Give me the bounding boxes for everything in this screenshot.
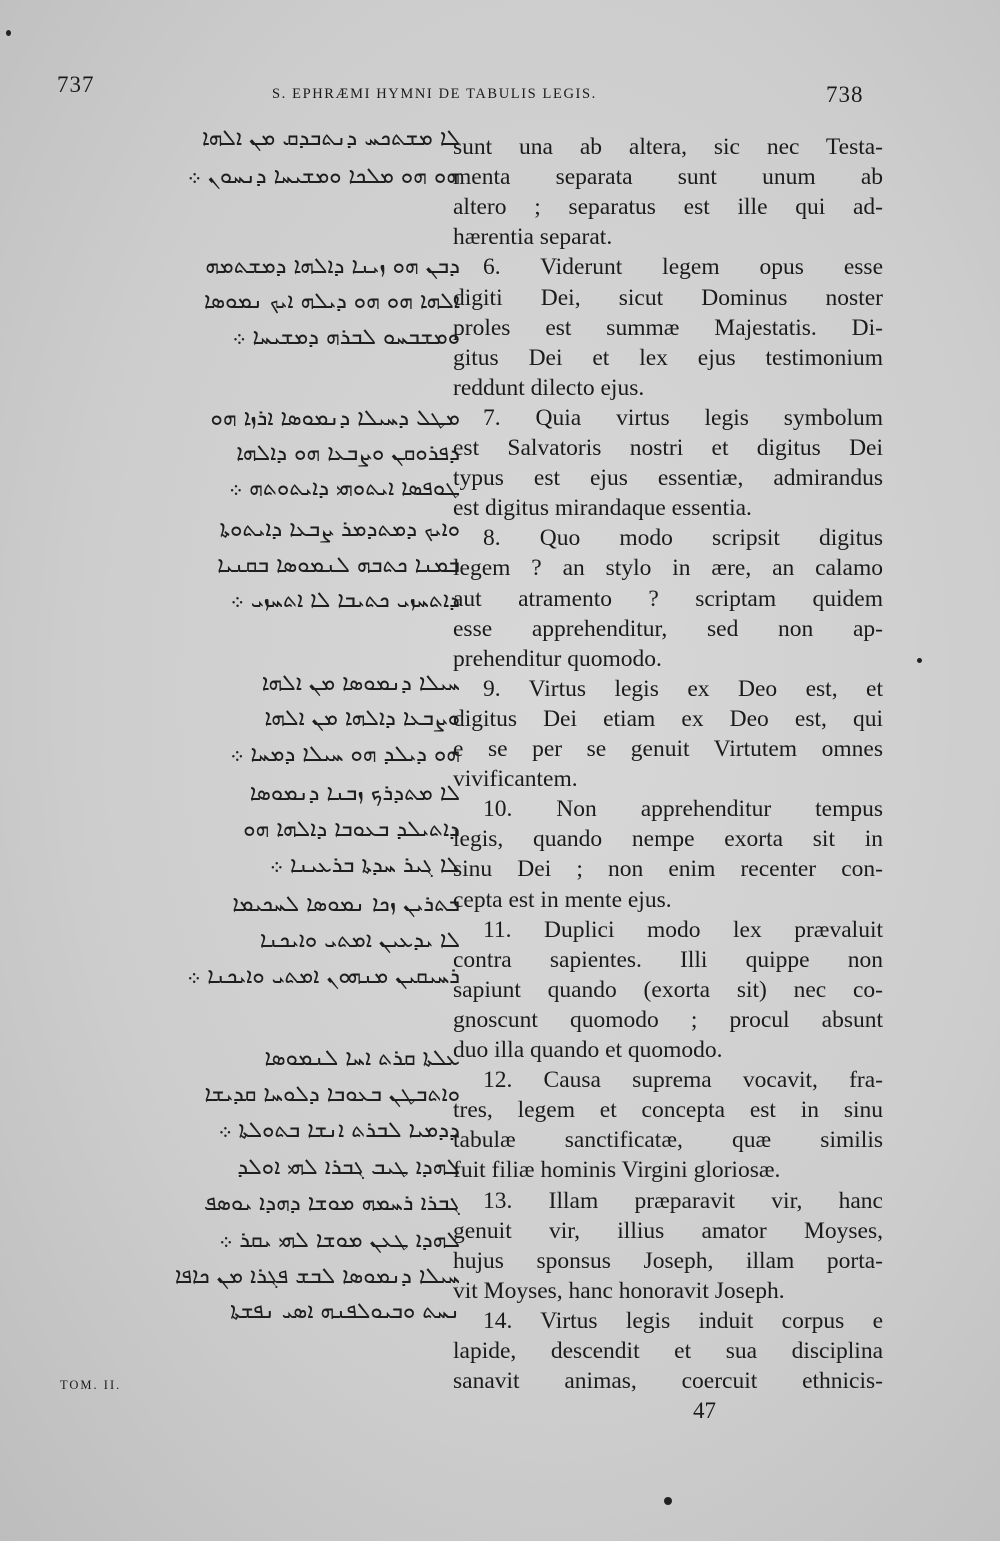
latin-line: contra sapientes. Illi quippe non [453, 947, 883, 973]
latin-line: lapide, descendit et sua disciplina [453, 1338, 883, 1364]
latin-line: sanavit animas, coercuit ethnicis- [453, 1368, 883, 1394]
latin-line: aut atramento ? scriptam quidem [453, 586, 883, 612]
latin-line: legem ? an stylo in ære, an calamo [453, 555, 883, 581]
syriac-line: ܪܚܝܩܝܢ ܡܢܗܘܢ ܐܡܬܝ ܘܐܝܟܢܐ ܀ [187, 964, 460, 989]
syriac-line: ܒܡܢܐ ܟܬܒܗ ܠܢܡܘܣܐ ܒܩܢܝܐ [217, 553, 460, 578]
latin-line: gnoscunt quomodo ; procul absunt [453, 1007, 883, 1033]
syriac-line: ܕܕܡܝܐ ܠܒܪܬ ܐܢܫܐ ܒܬܘܠܬܐ ܀ [218, 1118, 460, 1143]
syriac-line: ܛܘܦܣܐ ܐܝܬܘܗܝ ܕܐܝܬܘܬܗ ܀ [228, 476, 460, 501]
latin-line: cepta est in mente ejus. [453, 887, 672, 913]
latin-line: typus est ejus essentiæ, admirandus [453, 465, 883, 491]
latin-line: legis, quando nempe exorta sit in [453, 826, 883, 852]
syriac-line: ܚܝܠܐ ܕܢܡܘܣܐ ܡܢ ܐܠܗܐ [261, 671, 460, 696]
syriac-line: ܚܝܠܐ ܕܢܡܘܣܐ ܠܒܫ ܦܓܪܐ ܡܢ ܟܐܦܐ [174, 1264, 460, 1289]
right-page-number: 738 [826, 82, 864, 107]
latin-line: 13. Illam præparavit vir, hanc [483, 1188, 883, 1214]
syriac-line: ܘܐܝܟ ܕܡܬܕܡܪ ܨܒܥܐ ܕܐܝܬܘܬܐ [219, 517, 460, 542]
latin-line: e se per se genuit Virtutem omnes [453, 736, 883, 762]
syriac-line: ܡܛܠ ܕܚܝܠܐ ܕܢܡܘܣܐ ܐܪܙܐ ܗܘ [210, 406, 460, 431]
running-header [0, 68, 1000, 108]
latin-line: menta separata sunt unum ab [453, 164, 883, 190]
latin-line: vit Moyses, hanc honoravit Joseph. [453, 1278, 785, 1304]
latin-line: 7. Quia virtus legis symbolum [483, 405, 883, 431]
syriac-line: ܠܐ ܓܝܪ ܚܕܬܐ ܒܪܥܝܢܐ ܀ [269, 853, 460, 878]
latin-line: est Salvatoris nostri et digitus Dei [453, 435, 883, 461]
latin-line: gitus Dei et lex ejus testimonium [453, 345, 883, 371]
latin-line: genuit vir, illius amator Moyses, [453, 1218, 883, 1244]
latin-line: altero ; separatus est ille qui ad- [453, 194, 883, 220]
latin-line: 9. Virtus legis ex Deo est, et [483, 676, 883, 702]
syriac-line: ܠܗܕܐ ܛܥܢ ܡܘܫܐ ܠܗܝ ܝܩܪ ܀ [219, 1228, 460, 1253]
latin-line: 6. Viderunt legem opus esse [483, 254, 883, 280]
syriac-line: ܠܐ ܡܫܬܟܚ ܕܢܬܒܕܩ ܡܢ ܐܠܗܐ [201, 126, 460, 151]
latin-line: tres, legem et concepta est in sinu [453, 1097, 883, 1123]
syriac-line: ܠܗܕܐ ܛܝܒ ܓܒܪܐ ܠܗܝ ܐܘܠܕ [237, 1155, 460, 1180]
running-title: S. EPHRÆMI HYMNI DE TABULIS LEGIS. [272, 86, 597, 102]
syriac-line: ܕܐܬܝܠܕ ܒܥܘܒܐ ܕܐܠܗܐ ܗܘ [243, 817, 460, 842]
latin-line: proles est summæ Majestatis. Di- [453, 315, 883, 341]
latin-line: hujus sponsus Joseph, illam porta- [453, 1248, 883, 1274]
latin-line: vivificantem. [453, 766, 578, 792]
latin-line: digiti Dei, sicut Dominus noster [453, 285, 883, 311]
ink-speck [917, 658, 922, 663]
latin-line: sinu Dei ; non enim recenter con- [453, 856, 883, 882]
latin-line: sapiunt quando (exorta sit) nec co- [453, 977, 883, 1003]
latin-line: 12. Causa suprema vocavit, fra- [483, 1067, 883, 1093]
latin-line: 14. Virtus legis induit corpus e [483, 1308, 883, 1334]
latin-line: digitus Dei etiam ex Deo est, qui [453, 706, 883, 732]
latin-line: 10. Non apprehenditur tempus [483, 796, 883, 822]
latin-line: fuit filiæ hominis Virgini gloriosæ. [453, 1157, 781, 1183]
latin-line: sunt una ab altera, sic nec Testa- [453, 134, 883, 160]
syriac-line: ܘܐܬܒܛܢ ܒܥܘܒܐ ܕܠܘܚܐ ܩܕܝܫܐ [204, 1082, 460, 1107]
latin-line: 11. Duplici modo lex prævaluit [483, 917, 883, 943]
syriac-line: ܘܡܫܒܚܘ ܠܒܪܗ ܕܡܫܝܚܐ ܀ [232, 325, 460, 350]
syriac-line: ܒܬܪܝܢ ܙܟܐ ܢܡܘܣܐ ܠܚܟܝܡܐ [232, 892, 460, 917]
syriac-line: ܕܒܢ ܗܘ ܙܝܢܐ ܕܐܠܗܐ ܕܡܫܬܡܗ [205, 254, 460, 279]
signature-mark: 47 [693, 1398, 716, 1423]
latin-line: hærentia separat. [453, 224, 613, 250]
syriac-line: ܢܚܬ ܘܒܝܘܠܦܢܗ ܐܣܝ ܢܦܫܬܐ [230, 1299, 460, 1324]
syriac-line: ܥܠܬܐ ܩܪܬ ܐܚܐ ܠܢܡܘܣܐ [264, 1046, 460, 1071]
syriac-line: ܕܦܪܘܩܢ ܘܨܒܥܐ ܗܘ ܕܐܠܗܐ [236, 441, 460, 466]
syriac-line: ܕܐܬܚܙܝ ܟܬܝܒܐ ܠܐ ܐܬܚܙܝ ܀ [230, 588, 460, 613]
latin-line: prehenditur quomodo. [453, 646, 662, 672]
syriac-line: ܘܨܒܥܐ ܕܐܠܗܐ ܡܢ ܐܠܗܐ [264, 706, 460, 731]
syriac-line: ܐܠܗܐ ܗܘ ܗܘ ܕܝܠܗ ܐܝܟ ܢܡܘܣܐ [203, 289, 460, 314]
syriac-line: ܠܐ ܝܕܥܝܢ ܐܡܬܝ ܘܐܝܟܢܐ [259, 928, 460, 953]
ink-speck [664, 1497, 672, 1505]
latin-line: reddunt dilecto ejus. [453, 375, 645, 401]
latin-line: est digitus mirandaque essentia. [453, 495, 752, 521]
syriac-line: ܓܒܪܐ ܪܚܡܗ ܡܘܫܐ ܕܗܕܐ ܝܘܣܦ [203, 1191, 460, 1216]
latin-line: tabulæ sanctificatæ, quæ similis [453, 1127, 883, 1153]
left-page-number: 737 [57, 72, 95, 97]
syriac-line: ܠܐ ܡܬܕܪܟ ܙܒܢܐ ܕܢܡܘܣܐ [249, 781, 460, 806]
syriac-line: ܗܘ ܗܘ ܡܠܟܐ ܘܡܫܝܚܐ ܕܢܚܘܢ ܀ [187, 164, 460, 189]
syriac-line: ܗܘ ܕܝܠܕ ܗܘ ܚܝܠܐ ܕܡܚܐ ܀ [230, 742, 460, 767]
volume-label: TOM. II. [60, 1378, 122, 1392]
latin-line: 8. Quo modo scripsit digitus [483, 525, 883, 551]
ink-speck [6, 30, 11, 36]
latin-line: duo illa quando et quomodo. [453, 1037, 723, 1063]
latin-line: esse apprehenditur, sed non ap- [453, 616, 883, 642]
